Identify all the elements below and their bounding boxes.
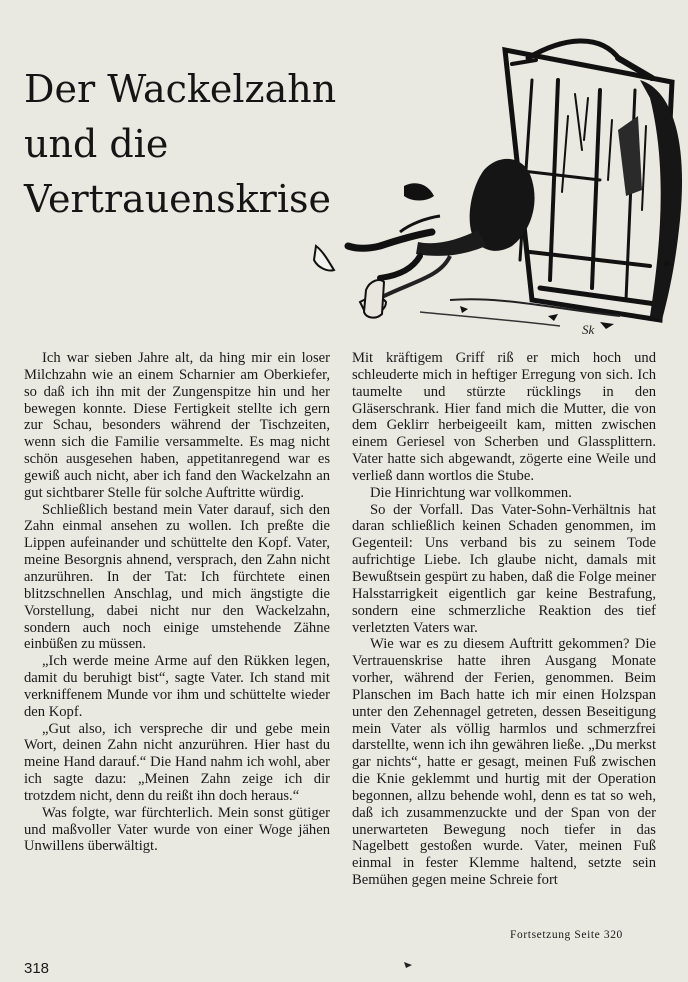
paragraph: Schließlich bestand mein Vater darauf, sich den Zahn einmal ansehen zu wollen. Ich preßte die Lippen aufeinander und schüttelte den Kopf. Vater, meine Besorgnis ahnend, versprach, den Zahn nicht anzurühren. In der Tat: Ich fürchtete einen blitzschnellen Anschlag, und mich ängstigte die Vorstellung, dabei nicht nur den Wackelzahn, sondern auch noch einige umstehende Zähne einbüßen zu müssen. (24, 501, 330, 653)
ink-illustration-cabinet-fall (300, 20, 688, 340)
article-column-left (24, 350, 330, 855)
paragraph: Was folgte, war fürchterlich. Mein sonst gütiger und maßvoller Vater wurde von einer Woge jähen Unwillens überwältigt. (24, 804, 330, 855)
paragraph: „Gut also, ich verspreche dir und gebe mein Wort, deinen Zahn nicht anzurühren. Hier hast du meine Hand darauf.“ Die Hand nahm ich wohl, aber ich sagte dazu: „Meinen Zahn zeige ich dir trotzdem nicht, denn du reißt ihn doch heraus.“ (24, 720, 330, 804)
continued-note: Fortsetzung Seite 320 (510, 929, 623, 941)
paragraph: So der Vorfall. Das Vater-Sohn-Verhältnis hat daran schließlich keinen Schaden genommen, im Gegenteil: Uns verband bis zu seinem Tode aufrichtige Liebe. Ich glaube nicht, damals mit Bewußtsein gespürt zu haben, daß die Folge meiner Halsstarrigkeit eigentlich gar keine Bestrafung, sondern eine schmerzliche Reaktion des tief verletzten Vaters war. (352, 501, 656, 636)
title-line-1: Der Wackelzahn (24, 67, 337, 111)
paragraph: Die Hinrichtung war vollkommen. (370, 484, 572, 501)
article-title (24, 62, 337, 227)
paragraph: „Ich werde meine Arme auf den Rükken legen, damit du beruhigt bist“, sagte Vater. Ich stand mit verkniffenem Munde vor ihm und schüttelte wieder den Kopf. (24, 653, 330, 720)
title-line-3: Vertrauenskrise (24, 177, 331, 221)
ink-speck (403, 961, 413, 969)
paragraph: Ich war sieben Jahre alt, da hing mir ein loser Milchzahn wie an einem Scharnier am Oberkiefer, so daß ich ihn mit der Zungenspitze hin und her bewegen konnte. Diese Fertigkeit stellte ich gern zur Schau, besonders während der Tischzeiten, wenn sich die Familie versammelte. Es mag nicht schön ausgesehen haben, appetitanregend war es gewiß auch nicht, aber ich fand den Wackelzahn an gut sichtbarer Stelle für solche Auftritte würdig. (24, 350, 330, 501)
title-line-2: und die (24, 122, 169, 166)
illustrator-signature: Sk (582, 322, 595, 337)
paragraph: Mit kräftigem Griff riß er mich hoch und schleuderte mich in heftiger Erregung von sich. Ich taumelte und stürzte rücklings in den Gläserschrank. Hier fand mich die Mutter, die von dem Geklirr herbeigeeilt kam, mitten zwischen einem Geriesel von Scherben und Glassplittern. Vater hatte sich abgewandt, zögerte eine Weile und verließ dann wortlos die Stube. (352, 350, 656, 484)
paragraph: Wie war es zu diesem Auftritt gekommen? Die Vertrauenskrise hatte ihren Ausgang Monate vorher, während der Ferien, genommen. Beim Planschen im Bach hatte ich mir einen Holzspan unter den Zehennagel getreten, dessen Beseitigung mein Vater als völlig harmlos und schmerzfrei darstellte, wenn ich ihn gewähren ließe. „Du merkst gar nichts“, hatte er gesagt, meinen Fuß zwischen die Knie geklemmt und hurtig mit der Operation begonnen, allzu behende wohl, denn es tat so weh, daß ich zusammenzuckte und der Span von der unerwarteten Bewegung noch tiefer in das Nagelbett gestoßen wurde. Vater, meinen Fuß einmal in fester Klemme haltend, setzte sein Bemühen gegen meine Schreie fort (352, 636, 656, 889)
page-number: 318 (24, 960, 50, 977)
article-column-right (352, 350, 656, 889)
